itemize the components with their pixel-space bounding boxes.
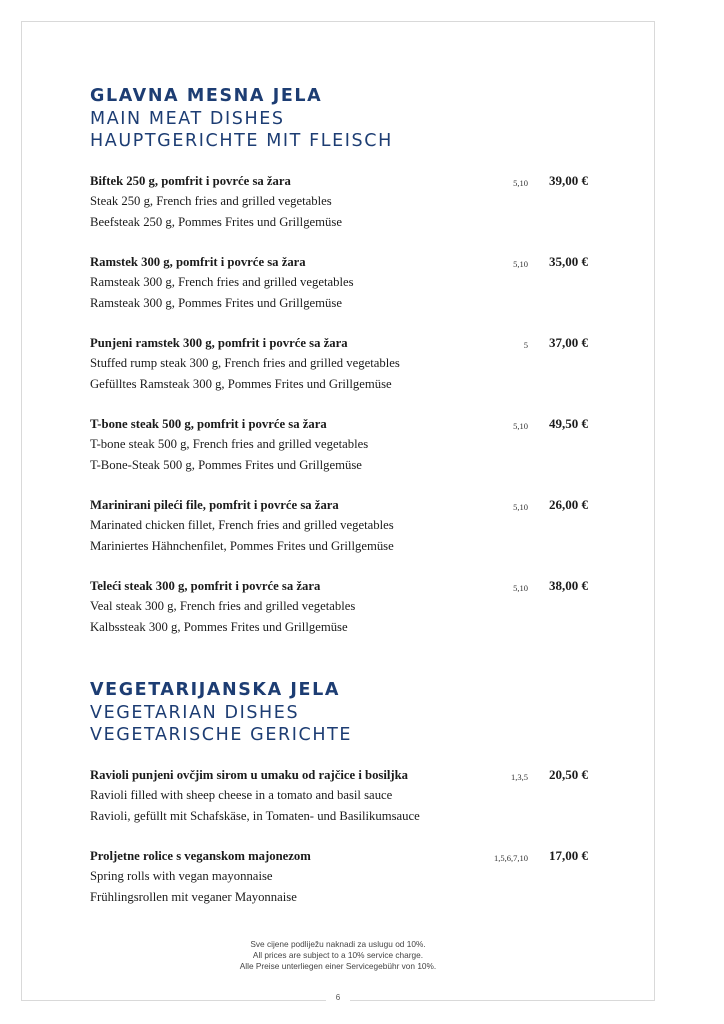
dish-name-english: Ramsteak 300 g, French fries and grilled vegetables	[90, 275, 354, 290]
allergen-codes: 5,10	[513, 502, 528, 512]
footnote-german: Alle Preise unterliegen einer Servicegebühr von 10%.	[239, 961, 437, 971]
section-heading-vegetarian	[90, 679, 352, 747]
allergen-codes: 5,10	[513, 421, 528, 431]
dish-name-english: Spring rolls with vegan mayonnaise	[90, 869, 273, 884]
dish-name-german: Ravioli, gefüllt mit Schafskäse, in Tomaten- und Basilikumsauce	[90, 808, 420, 823]
dish-name-english: Stuffed rump steak 300 g, French fries and grilled vegetables	[90, 356, 400, 371]
service-charge-note	[190, 939, 486, 972]
dish-name-croatian: T-bone steak 500 g, pomfrit i povrće sa žara	[90, 417, 327, 431]
section-title-german: VEGETARISCHE GERICHTE	[90, 725, 353, 745]
dish-price: 49,50 €	[549, 416, 588, 431]
dish-price: 39,00 €	[549, 173, 588, 188]
dish-name-croatian: Ramstek 300 g, pomfrit i povrće sa žara	[90, 255, 306, 269]
dish-price: 37,00 €	[549, 335, 588, 350]
allergen-codes: 5	[523, 340, 528, 350]
section-title-english: MAIN MEAT DISHES	[90, 108, 285, 129]
section-heading-meat	[90, 85, 393, 153]
dish-name-german: Gefülltes Ramsteak 300 g, Pommes Frites und Grillgemüse	[90, 376, 392, 391]
dish-price: 17,00 €	[549, 848, 588, 863]
footnote-english: All prices are subject to a 10% service charge.	[252, 950, 424, 960]
dish-name-croatian: Biftek 250 g, pomfrit i povrće sa žara	[90, 174, 291, 188]
dish-item	[90, 576, 590, 637]
dish-name-english: T-bone steak 500 g, French fries and grilled vegetables	[90, 437, 369, 452]
page-number: 6	[335, 993, 341, 1002]
dish-name-german: Beefsteak 250 g, Pommes Frites und Grillgemüse	[90, 214, 342, 229]
allergen-codes: 1,3,5	[511, 772, 528, 782]
dish-item	[90, 495, 590, 556]
dish-name-german: Frühlingsrollen mit veganer Mayonnaise	[90, 889, 297, 904]
allergen-codes: 5,10	[513, 178, 528, 188]
dish-price: 26,00 €	[549, 497, 588, 512]
dish-name-english: Veal steak 300 g, French fries and grilled vegetables	[90, 599, 356, 614]
allergen-codes: 5,10	[513, 583, 528, 593]
section-title-german: HAUPTGERICHTE MIT FLEISCH	[90, 131, 393, 151]
dish-item	[90, 765, 590, 826]
dish-name-croatian: Punjeni ramstek 300 g, pomfrit i povrće sa žara	[90, 336, 348, 350]
dish-item	[90, 171, 590, 232]
dish-name-german: Mariniertes Hähnchenfilet, Pommes Frites und Grillgemüse	[90, 538, 394, 553]
section-title-croatian: VEGETARIJANSKA JELA	[90, 680, 340, 700]
dish-name-english: Steak 250 g, French fries and grilled vegetables	[90, 194, 332, 209]
dish-price: 38,00 €	[549, 578, 588, 593]
dish-name-german: Kalbssteak 300 g, Pommes Frites und Grillgemüse	[90, 619, 348, 634]
dish-price: 35,00 €	[549, 254, 588, 269]
dish-price: 20,50 €	[549, 767, 588, 782]
dish-name-croatian: Proljetne rolice s veganskom majonezom	[90, 849, 311, 863]
dish-item	[90, 252, 590, 313]
dish-name-croatian: Teleći steak 300 g, pomfrit i povrće sa žara	[90, 579, 321, 593]
dish-item	[90, 333, 590, 394]
dish-name-german: T-Bone-Steak 500 g, Pommes Frites und Grillgemüse	[90, 457, 362, 472]
dish-name-english: Marinated chicken fillet, French fries and grilled vegetables	[90, 518, 394, 533]
dish-name-croatian: Marinirani pileći file, pomfrit i povrće sa žara	[90, 498, 339, 512]
footnote-croatian: Sve cijene podliježu naknadi za uslugu od 10%.	[250, 939, 426, 949]
dish-item	[90, 414, 590, 475]
allergen-codes: 5,10	[513, 259, 528, 269]
dish-item	[90, 846, 590, 907]
section-title-croatian: GLAVNA MESNA JELA	[90, 86, 323, 106]
section-title-english: VEGETARIAN DISHES	[90, 702, 300, 723]
dish-name-croatian: Ravioli punjeni ovčjim sirom u umaku od rajčice i bosiljka	[90, 768, 409, 782]
allergen-codes: 1,5,6,7,10	[494, 853, 528, 863]
dish-name-english: Ravioli filled with sheep cheese in a tomato and basil sauce	[90, 788, 393, 803]
dish-name-german: Ramsteak 300 g, Pommes Frites und Grillgemüse	[90, 295, 342, 310]
